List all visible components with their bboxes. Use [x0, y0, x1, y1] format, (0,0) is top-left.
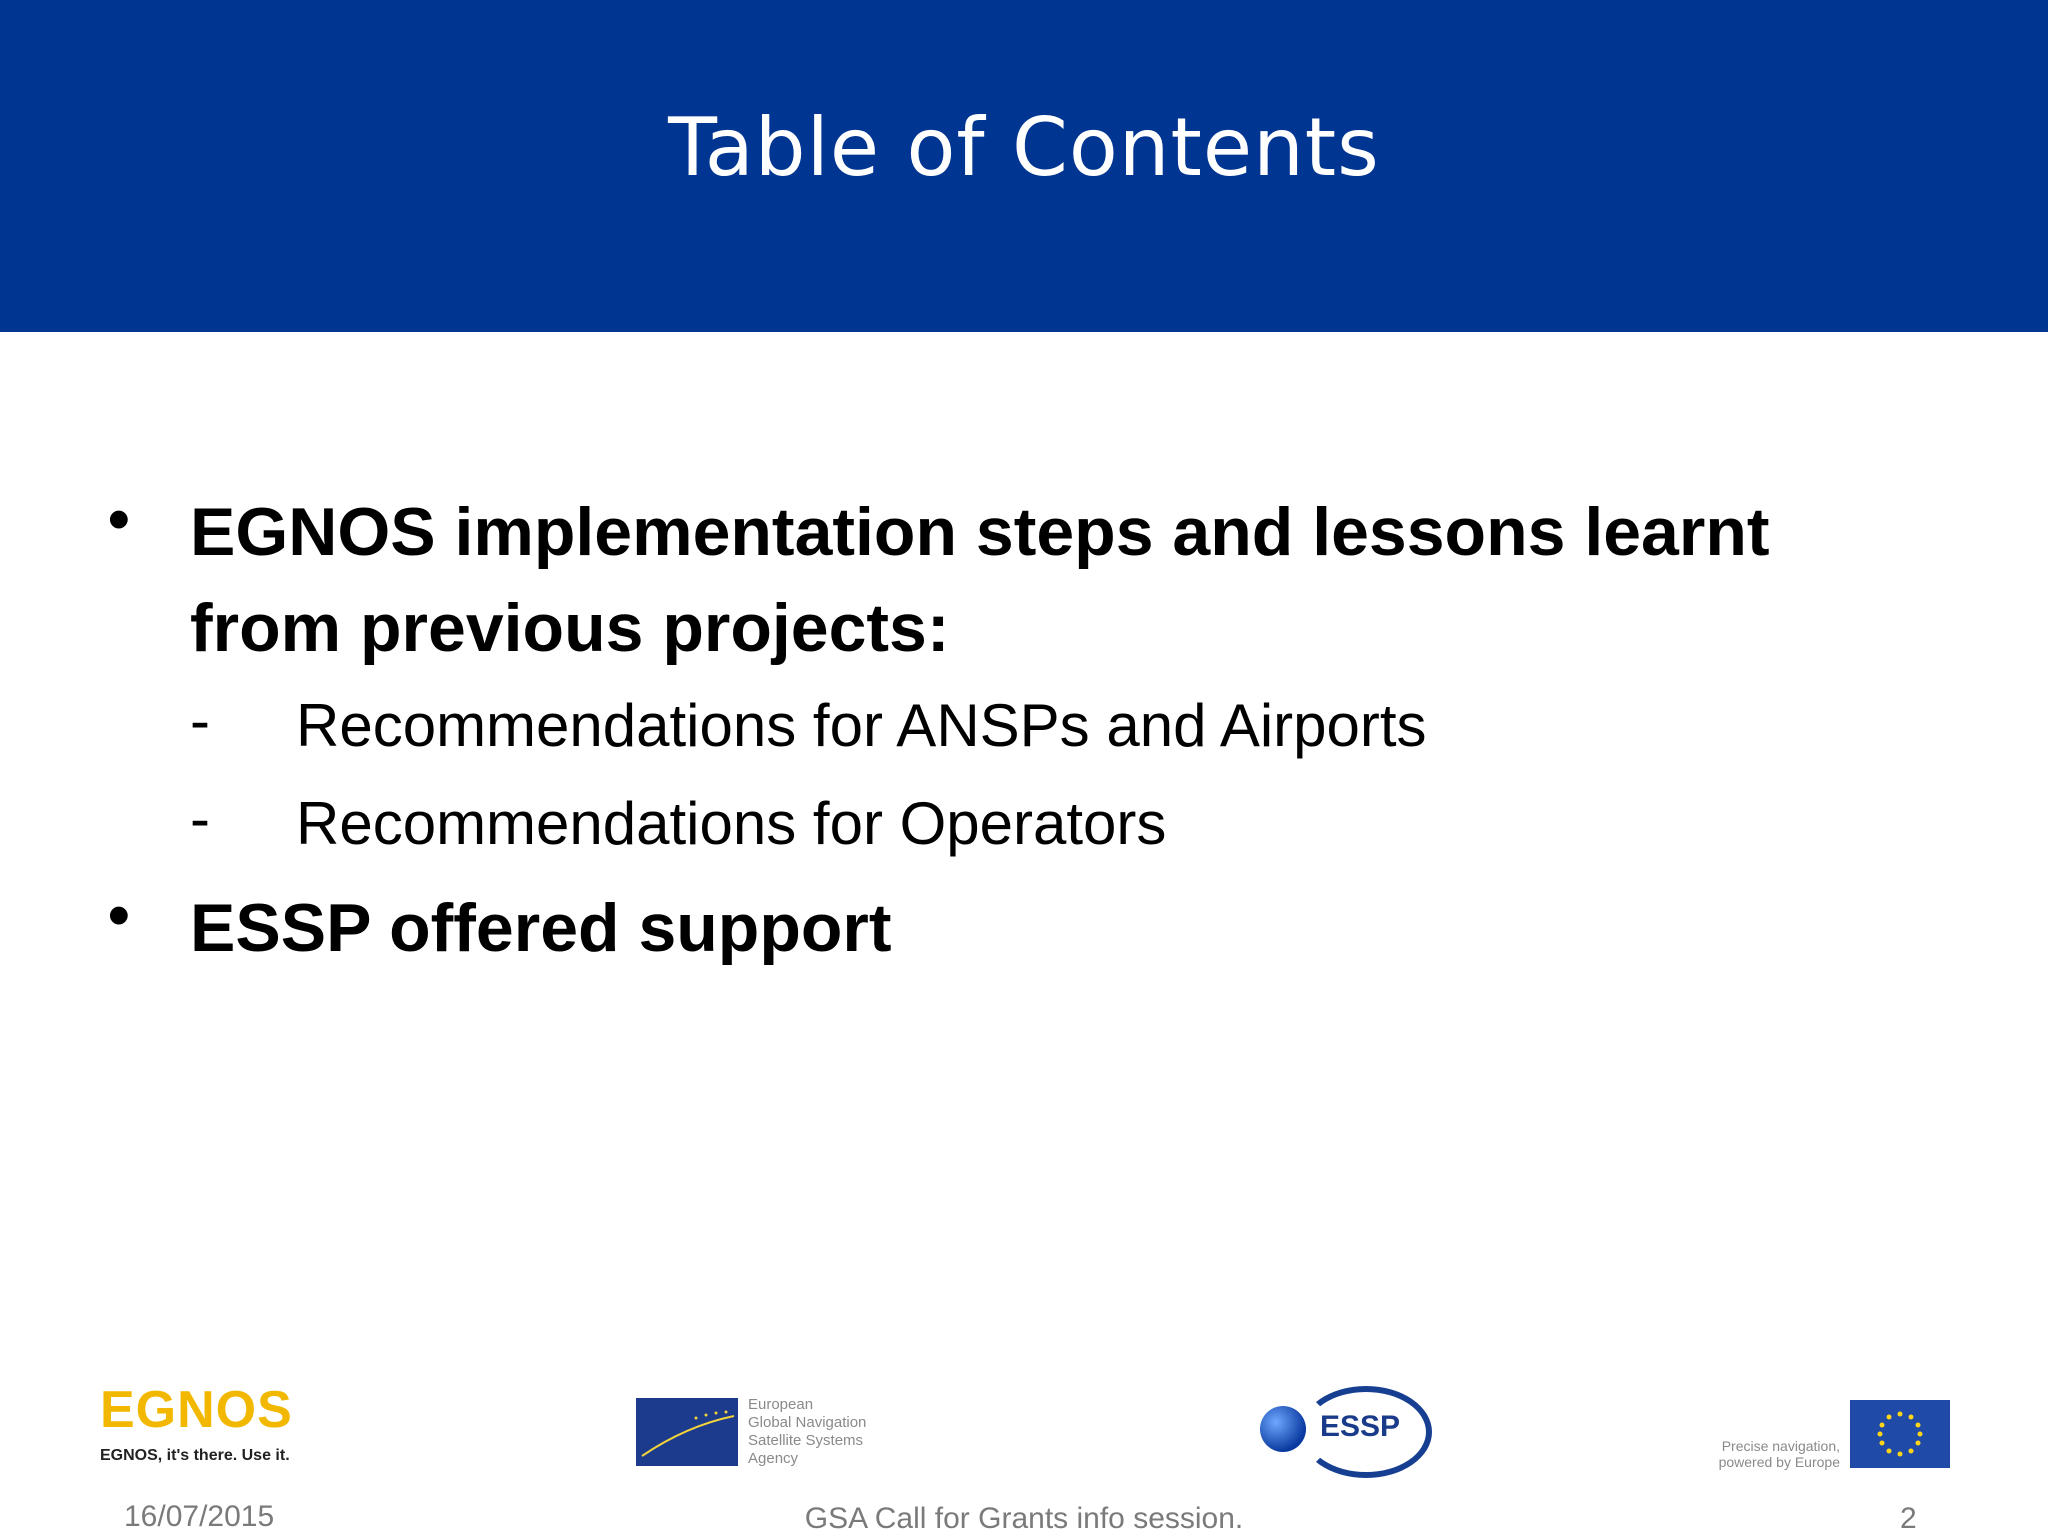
gsa-logo-text	[748, 1396, 866, 1468]
bullet-text: EGNOS implementation steps and lessons learnt from previous projects:	[190, 494, 1770, 666]
egnos-logo-wordmark: EGNOS	[100, 1381, 293, 1439]
eu-line: powered by Europe	[1718, 1454, 1840, 1470]
eu-logo-text	[1700, 1438, 1840, 1470]
bullet-dot: •	[108, 485, 130, 554]
globe-icon	[1260, 1406, 1306, 1452]
footer-title: GSA Call for Grants info session.	[804, 1502, 1244, 1535]
sub-item-dash: -	[190, 687, 210, 754]
gsa-line: European	[748, 1396, 814, 1413]
sub-item-text: Recommendations for ANSPs and Airports	[296, 692, 1427, 759]
egnos-logo-tagline: EGNOS, it's there. Use it.	[100, 1447, 290, 1464]
eu-flag-icon	[1850, 1400, 1950, 1468]
slide-title: Table of Contents	[668, 101, 1380, 194]
eu-line: Precise navigation,	[1721, 1438, 1840, 1454]
sub-item-text: Recommendations for Operators	[296, 790, 1167, 857]
title-banner	[0, 0, 2048, 332]
sub-item-dash: -	[190, 785, 210, 852]
bullet-dot: •	[108, 881, 130, 950]
gsa-line: Satellite Systems	[748, 1432, 864, 1449]
essp-logo-text: ESSP	[1320, 1410, 1401, 1443]
bullet-text: ESSP offered support	[190, 890, 892, 966]
gsa-flag-icon	[636, 1398, 738, 1466]
footer-date: 16/07/2015	[124, 1500, 275, 1533]
gsa-line: Agency	[748, 1450, 799, 1467]
page-number: 2	[1900, 1502, 1917, 1535]
gsa-line: Global Navigation	[748, 1414, 867, 1431]
